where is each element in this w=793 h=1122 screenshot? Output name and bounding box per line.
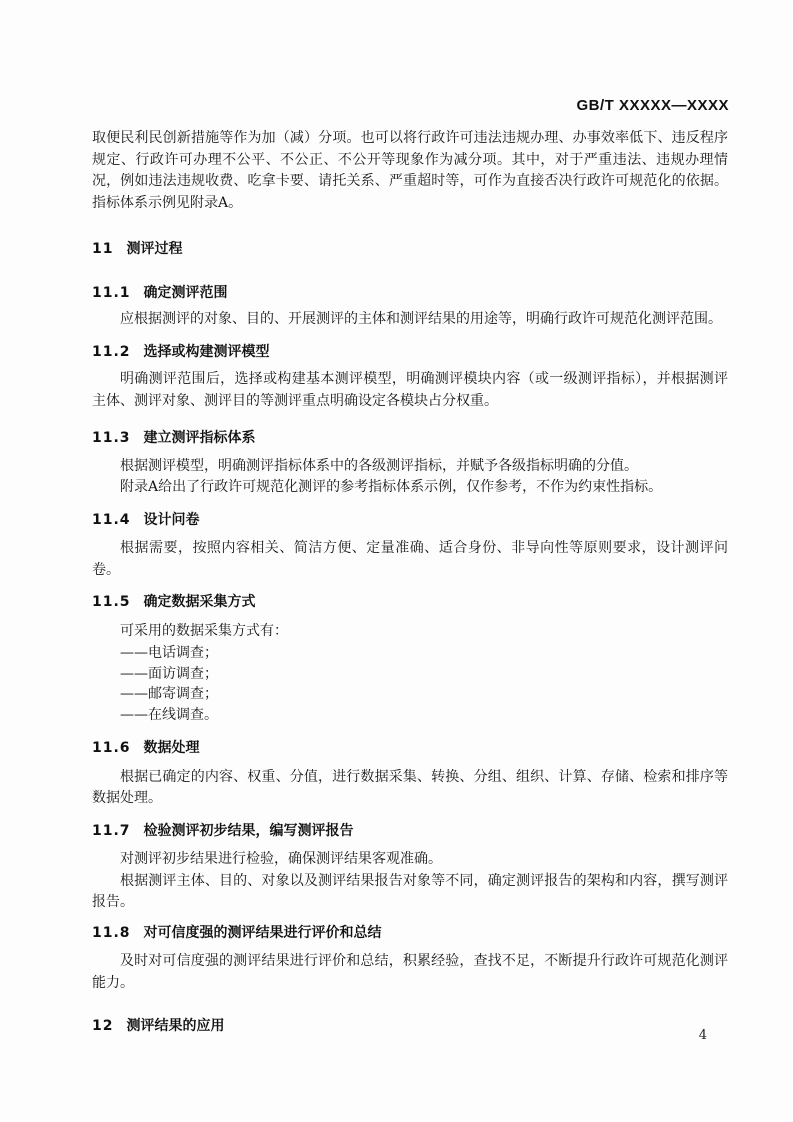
section-title: 测评过程: [126, 241, 183, 257]
clause-number: 11.3: [92, 430, 131, 446]
paragraph: 及时对可信度强的测评结果进行评价和总结，积累经验，查找不足，不断提升行政许可规范化测评能力。: [92, 953, 728, 991]
list-item: ——面访调查；: [120, 665, 218, 682]
paragraph: 附录A给出了行政许可规范化测评的参考指标体系示例，仅作参考，不作为约束性指标。: [120, 479, 663, 495]
clause-heading-11-5: [92, 592, 728, 614]
section-title: 测评结果的应用: [126, 1018, 225, 1034]
clause-number: 11.7: [92, 822, 131, 839]
clause-heading-11-1: [92, 283, 728, 305]
clause-title: 建立测评指标体系: [143, 430, 256, 446]
paragraph: 明确测评范围后，选择或构建基本测评模型，明确测评模块内容（或一级测评指标），并根据测评主体、测评对象、测评目的等测评重点明确设定各模块占分权重。: [92, 371, 728, 409]
document-content: [92, 128, 728, 1038]
paragraph: 根据测评模型，明确测评指标体系中的各级测评指标，并赋予各级指标明确的分值。: [120, 457, 638, 474]
paragraph: 对测评初步结果进行检验，确保测评结果客观准确。: [120, 851, 442, 867]
list-item: ——在线调查。: [120, 706, 218, 723]
clause-heading-11-3: [92, 428, 728, 450]
list-item: ——电话调查；: [120, 645, 218, 661]
page-number: 4: [698, 1028, 707, 1043]
paragraph: 根据测评主体、目的、对象以及测评结果报告对象等不同，确定测评报告的架构和内容，撰写测评报告。: [92, 872, 728, 910]
clause-heading-11-2: [92, 342, 728, 364]
clause-heading-11-8: [92, 923, 728, 945]
clause-number: 11.8: [92, 924, 131, 941]
clause-number: 11.4: [92, 511, 131, 528]
clause-title: 设计问卷: [143, 511, 200, 528]
clause-title: 检验测评初步结果，编写测评报告: [143, 822, 354, 839]
section-heading-11: [92, 239, 728, 261]
paragraph: 根据已确定的内容、权重、分值，进行数据采集、转换、分组、组织、计算、存储、检索和排序等数据处理。: [92, 768, 728, 806]
clause-heading-11-7: [92, 821, 728, 843]
section-heading-12: [92, 1016, 728, 1038]
paragraph: 可采用的数据采集方式有：: [120, 622, 288, 639]
clause-heading-11-6: [92, 738, 728, 760]
clause-title: 确定数据采集方式: [143, 594, 256, 610]
dash-list: [92, 643, 728, 725]
clause-heading-11-4: [92, 510, 728, 532]
clause-title: 确定测评范围: [143, 284, 228, 301]
paragraph: 取便民利民创新措施等作为加（减）分项。也可以将行政许可违法违规办理、办事效率低下、违反程序规定、行政许可办理不公平、不公正、不公开等现象作为减分项。其中，对于严重违法、违规办理情况，例如违法违规收费、吃拿卡要、请托关系、严重超时等，可作为直接否决行政许可规范化的依据。指标体系示例见附录A。: [92, 130, 728, 211]
clause-title: 选择或构建测评模型: [143, 343, 270, 360]
section-number: 12: [92, 1018, 114, 1034]
clause-number: 11.1: [92, 284, 131, 301]
section-number: 11: [92, 241, 114, 257]
clause-title: 数据处理: [143, 740, 200, 756]
paragraph: 应根据测评的对象、目的、开展测评的主体和测评结果的用途等，明确行政许可规范化测评范围。: [120, 311, 722, 327]
clause-number: 11.5: [92, 594, 131, 610]
paragraph: 根据需要，按照内容相关、简洁方便、定量准确、适合身份、非导向性等原则要求，设计测评问卷。: [92, 540, 728, 578]
running-header: GB/T XXXXX—XXXX: [576, 97, 729, 114]
clause-number: 11.2: [92, 343, 131, 360]
clause-number: 11.6: [92, 740, 131, 756]
clause-title: 对可信度强的测评结果进行评价和总结: [143, 924, 382, 941]
list-item: ——邮寄调查；: [120, 686, 218, 702]
